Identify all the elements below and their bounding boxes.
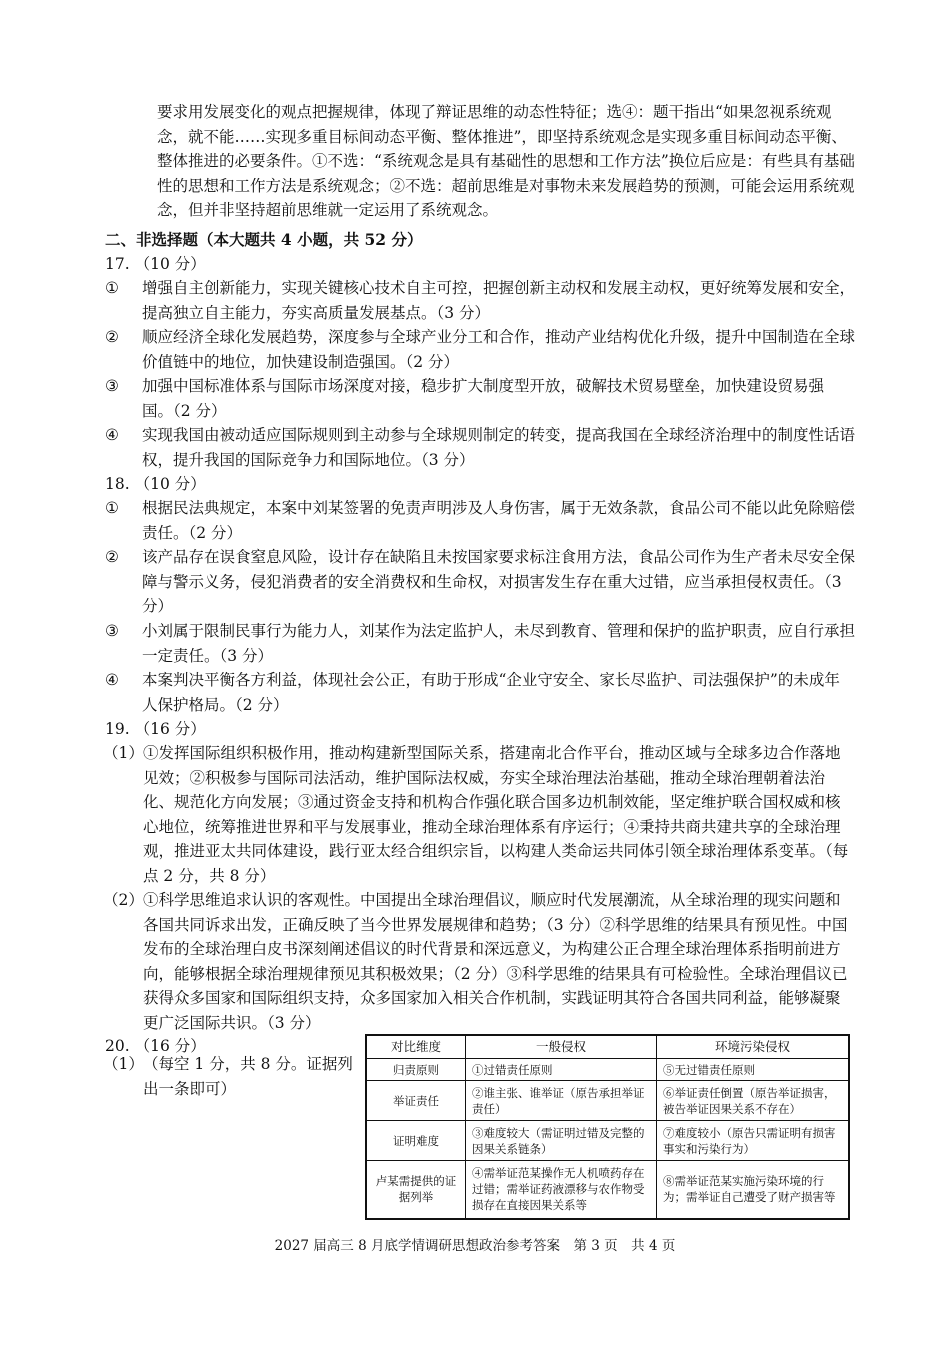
item-text: 实现我国由被动适应国际规则到主动参与全球规则制定的转变，提高我国在全球经济治理中的制度性话语权，提升我国的国际竞争力和国际地位。（3 分） bbox=[142, 426, 856, 469]
table-header-row bbox=[366, 1035, 849, 1059]
table-row bbox=[366, 1161, 849, 1219]
q20-header: 20. （16 分） bbox=[105, 1037, 206, 1055]
item-number: ① bbox=[105, 279, 119, 297]
table-cell: 证明难度 bbox=[366, 1121, 466, 1161]
q19-header: 19. （16 分） bbox=[105, 720, 206, 738]
table-cell: 举证责任 bbox=[366, 1081, 466, 1121]
item-number: ② bbox=[105, 328, 119, 346]
tort-comparison-table bbox=[365, 1034, 850, 1220]
q17-item bbox=[105, 423, 855, 472]
table-cell: ⑤无过错责任原则 bbox=[657, 1059, 850, 1081]
q18-item bbox=[105, 619, 855, 668]
column-header: 一般侵权 bbox=[466, 1035, 657, 1059]
q18-item bbox=[105, 668, 855, 717]
item-number: ① bbox=[105, 499, 119, 517]
table-cell: ④需举证范某操作无人机喷药存在过错；需举证药液漂移与农作物受损存在直接因果关系等 bbox=[466, 1161, 657, 1219]
q17-header: 17. （10 分） bbox=[105, 255, 206, 273]
item-number: ③ bbox=[105, 377, 119, 395]
item-text: 本案判决平衡各方利益，体现社会公正，有助于形成“企业守安全、家长尽监护、司法强保护”的未成年人保护格局。（2 分） bbox=[142, 671, 840, 714]
item-text: 加强中国标准体系与国际市场深度对接，稳步扩大制度型开放，破解技术贸易壁垒，加快建设贸易强国。（2 分） bbox=[142, 377, 825, 420]
table-row bbox=[366, 1121, 849, 1161]
table-cell: ①过错责任原则 bbox=[466, 1059, 657, 1081]
table-cell: ③难度较大（需证明过错及完整的因果关系链条） bbox=[466, 1121, 657, 1161]
part-text: ①发挥国际组织积极作用，推动构建新型国际关系，搭建南北合作平台，推动区域与全球多边合作落地见效；②积极参与国际司法活动，维护国际法权威，夯实全球治理法治基础，推动全球治理朝着法治化、规范化方向发展；③通过资金支持和机构合作强化联合国多边机制效能，坚定维护联合国权威和核心地位，统筹推进世界和平与发展事业，推动全球治理体系有序运行；④秉持共商共建共享的全球治理观，推进亚太共同体建设，践行亚太经合组织宗旨，以构建人类命运共同体引领全球治理体系变革。（每点 2 分，共 8 分） bbox=[143, 744, 849, 885]
q18-item bbox=[105, 545, 855, 619]
item-number: ④ bbox=[105, 426, 119, 444]
q16-explanation-continued: 要求用发展变化的观点把握规律，体现了辩证思维的动态性特征；选④：题干指出“如果忽视系统观念，就不能……实现多重目标间动态平衡、整体推进”，即坚持系统观念是实现多重目标间动态平衡、整体推进的必要条件。①不选：“系统观念是具有基础性的思想和工作方法”换位后应是：有些具有基础性的思想和工作方法是系统观念；②不选：超前思维是对事物未来发展趋势的预测，可能会运用系统观念，但并非坚持超前思维就一定运用了系统观念。 bbox=[157, 103, 855, 219]
table-cell: ②谁主张、谁举证（原告承担举证责任） bbox=[466, 1081, 657, 1121]
section-title: 二、非选择题（本大题共 4 小题，共 52 分） bbox=[105, 230, 423, 249]
item-number: ③ bbox=[105, 622, 119, 640]
table-row bbox=[366, 1059, 849, 1081]
part-text: （每空 1 分，共 8 分。证据列出一条即可） bbox=[143, 1055, 353, 1098]
table-cell: 卢某需提供的证据列举 bbox=[366, 1161, 466, 1219]
column-header: 环境污染侵权 bbox=[657, 1035, 850, 1059]
item-number: ④ bbox=[105, 671, 119, 689]
table-cell: 归责原则 bbox=[366, 1059, 466, 1081]
item-text: 根据民法典规定，本案中刘某签署的免责声明涉及人身伤害，属于无效条款，食品公司不能以此免除赔偿责任。（2 分） bbox=[142, 499, 856, 542]
column-header: 对比维度 bbox=[366, 1035, 466, 1059]
table-row bbox=[366, 1081, 849, 1121]
q18-item bbox=[105, 496, 855, 545]
item-text: 小刘属于限制民事行为能力人，刘某作为法定监护人，未尽到教育、管理和保护的监护职责，应自行承担一定责任。（3 分） bbox=[142, 622, 856, 665]
part-number: （2） bbox=[103, 891, 144, 909]
q19-part bbox=[103, 741, 855, 888]
part-number: （1） bbox=[103, 744, 144, 762]
part-text: ①科学思维追求认识的客观性。中国提出全球治理倡议，顺应时代发展潮流，从全球治理的现实问题和各国共同诉求出发，正确反映了当今世界发展规律和趋势；（3 分）②科学思维的结果具有预见性。中国发布的全球治理白皮书深刻阐述倡议的时代背景和深远意义，为构建公正合理全球治理体系指明前进方向，能够根据全球治理规律预见其积极效果；（2 分）③科学思维的结果具有可检验性。全球治理倡议已获得众多国家和国际组织支持，众多国家加入相关合作机制，实践证明其符合各国共同利益，能够凝聚更广泛国际共识。（3 分） bbox=[143, 891, 848, 1032]
q17-item bbox=[105, 374, 855, 423]
item-text: 增强自主创新能力，实现关键核心技术自主可控，把握创新主动权和发展主动权，更好统筹发展和安全，提高独立自主能力，夯实高质量发展基点。（3 分） bbox=[142, 279, 856, 322]
part-number: （1） bbox=[103, 1055, 144, 1073]
q19-part bbox=[103, 888, 855, 1035]
q17-item bbox=[105, 276, 855, 325]
table-cell: ⑥举证责任倒置（原告举证损害，被告举证因果关系不存在） bbox=[657, 1081, 850, 1121]
item-text: 顺应经济全球化发展趋势，深度参与全球产业分工和合作，推动产业结构优化升级，提升中国制造在全球价值链中的地位，加快建设制造强国。（2 分） bbox=[142, 328, 856, 371]
q17-item bbox=[105, 325, 855, 374]
item-number: ② bbox=[105, 548, 119, 566]
q20-part1-note bbox=[103, 1052, 365, 1101]
table-cell: ⑦难度较小（原告只需证明有损害事实和污染行为） bbox=[657, 1121, 850, 1161]
q18-header: 18. （10 分） bbox=[105, 475, 206, 493]
page-footer: 2027 届高三 8 月底学情调研思想政治参考答案 第 3 页 共 4 页 bbox=[274, 1238, 676, 1254]
table-cell: ⑧需举证范某实施污染环境的行为；需举证自己遭受了财产损害等 bbox=[657, 1161, 850, 1219]
item-text: 该产品存在误食窒息风险，设计存在缺陷且未按国家要求标注食用方法，食品公司作为生产者未尽安全保障与警示义务，侵犯消费者的安全消费权和生命权，对损害发生存在重大过错，应当承担侵权责任。（3 分） bbox=[142, 548, 856, 615]
